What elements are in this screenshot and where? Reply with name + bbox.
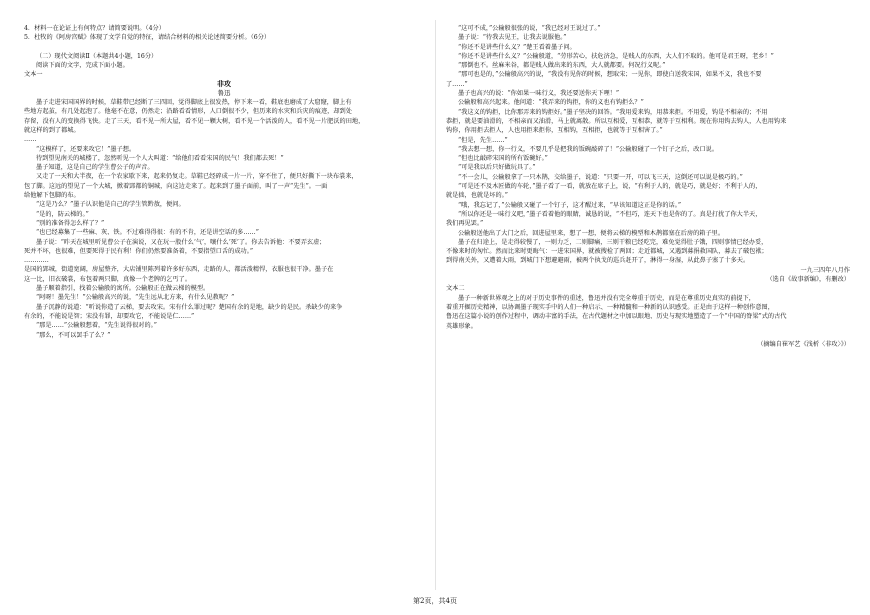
column-divider bbox=[435, 20, 436, 590]
text-line: 英雄形象。 bbox=[446, 322, 477, 330]
paragraph-line: “这模样了，还要来攻它！”墨子想。 bbox=[36, 145, 136, 153]
text-line: 钩你，你用拒去拒人，人也用拒来拒你，互相钩，互相拒，也就等于互相害了。” bbox=[446, 127, 663, 135]
paragraph-line: “这可不成，”公输般很张的说，“我已经对王说过了。” bbox=[458, 25, 601, 32]
paragraph-line: “哦，我忘记了，”公输般又碰了一个钉子，这才醒过来，“早该知道这正是你的话。” bbox=[458, 201, 682, 209]
paragraph-line: “是的，防云梯的。” bbox=[36, 210, 89, 218]
story-author: 鲁迅 bbox=[217, 88, 231, 97]
paragraph-line: “可是我以后只好做玩具了。” bbox=[458, 164, 536, 172]
paragraph-line: “别的准备得怎么样了？” bbox=[36, 219, 105, 227]
paragraph-line: 公输般送他出了大门之后，回进屋里来，想了一想，便将云梯的模型和木鹊都塞在后房的箱子里。 bbox=[458, 229, 725, 237]
text-line: 着重开掘历史精神，以协调墨子现实手中的人们一种启示、一种精髓和一种新的认识感受。正是由于这样一种创作意图， bbox=[446, 303, 774, 311]
text-line: 4．材料一在论证上有何特点？请简要说明。（4分） bbox=[24, 25, 165, 32]
paragraph-line: 待到望见南关的城楼了，忽然听见一个人大叫道：“给他们看看宋国的民气！我们都去死！” bbox=[36, 154, 284, 162]
paragraph-line: 墨子说：“待我去见王，让我去说服他。” bbox=[458, 34, 567, 42]
source-note: （摘编自崔军艺《浅析〈非攻〉》） bbox=[757, 340, 850, 348]
paragraph-line: “可是还不及木匠做的车轮，”墨子看了一看，就放在席子上，说，“有利于人的，就是巧，就是好；不利于人的， bbox=[458, 183, 762, 191]
text-line: 了……” bbox=[446, 80, 468, 88]
source-note: （选自《故事新编》，有删改） bbox=[766, 276, 850, 284]
text-line: 鲁迅在这篇小说的创作过程中，调动丰富的手法，在古代题材之中加以眼地、历史与现实地塑造了一个“中国的脊梁”式的古代 bbox=[446, 313, 787, 321]
text-line: ………… bbox=[24, 257, 49, 265]
paragraph-line: 墨子走进宋国国界的时候，草鞋带已经断了三四回，觉得脚底上很发热，停下来一看，鞋底也磨成了大窟窿，脚上有 bbox=[36, 99, 352, 107]
text-line: 死并不坏，也很难，但要死得于民有利！你们仍然要准备着，不要指望口舌的成功。” bbox=[24, 247, 253, 255]
paragraph-line: 墨子说：“昨天在城里听见曹公子在演说，又在玩一股什么‘气’，嚷什么‘死’了。你去告诉他：不要弄玄虚； bbox=[36, 238, 326, 246]
paragraph-line: 墨子也高兴的说：“你如果一味行义，我还要送你天下哩！” bbox=[458, 90, 620, 98]
paragraph-line: “那倒也不。丝麻米谷，都是贱人做出来的东西，大人就都要。何况行义呢。” bbox=[458, 62, 666, 70]
spacer bbox=[24, 43, 424, 52]
paragraph-line: “但也比敲碎宋国的所有饭碗好。” bbox=[458, 155, 548, 163]
paragraph-line: “我这义的钩拒，比你那弄来的钩拒好。”墨子坚决的回答。“我用爱来钩，用恭来拒。不用爱，钩是不相亲的；不用 bbox=[458, 108, 768, 116]
text-line: 文本二 bbox=[446, 285, 465, 293]
text-line: 就是拙，也就是坏的。” bbox=[446, 192, 508, 200]
paragraph-line: 墨子知道，这是自己的学生曹公子的声音。 bbox=[36, 164, 154, 172]
paragraph-line: 墨子顺着指引，找着公输般的寓所。公输般正在做云梯的模型。 bbox=[36, 285, 210, 293]
text-line: 我们再见罢。” bbox=[446, 220, 484, 228]
right-column bbox=[446, 24, 856, 349]
paragraph-line: “那可也是的，”公输般高兴的说，“我没有见你的时候，想取宋；一见你，即使白送我宋国，如果不义，我也不要 bbox=[458, 71, 762, 79]
text-line: 有余的，不能说是智；宋没有罪，却要攻它，不能说是仁……” bbox=[24, 312, 195, 320]
paragraph-line: “我去想一想，你一行义，不要几乎是把我的饭碗敲碎了！”公输般碰了一个钉子之后，改口说。 bbox=[458, 145, 719, 153]
story-title: 非攻 bbox=[217, 79, 231, 89]
paragraph-line: “但是，先生……” bbox=[458, 136, 508, 144]
text-line: 5．杜牧的《阿房宫赋》体现了文学自觉的特征，请结合材料的相关论述简要分析。（6分） bbox=[24, 34, 271, 42]
text-line: 到得南关外，又遭着大雨，到城门下想避避雨，被两个执戈的巡兵赶开了，淋得一身湿，从此鼻子塞了十多天。 bbox=[446, 257, 750, 265]
paragraph-line: “这是乃么？”墨子认识他是自己的学生管黔敖，便问。 bbox=[36, 201, 185, 209]
text-line: 不像来时的匆忙。然而比来时更晦气：一进宋国界，就被搜检了两回；走近都城，又遇到募捐救国队，募去了破包袱； bbox=[446, 248, 768, 256]
paragraph-line: （二）现代文阅读Ⅱ（本题共4小题，16分） bbox=[36, 52, 158, 60]
paragraph-line: “不一会儿，公输般拿了一只木鹊，交给墨子，说道：“只要一开，可以飞三天，这倒还可以说是极巧的。” bbox=[458, 173, 743, 181]
paragraph-line: 墨子在归途上，是走得较慢了，一则力乏，二则脚痛，三则干粮已经吃完，难免觉得肚子饿，四则事情已经办妥， bbox=[458, 238, 768, 246]
paragraph-line: “那是……”公输般想着，“先生说得很对的。” bbox=[36, 322, 157, 330]
text-line: 文本一 bbox=[24, 71, 43, 79]
text-line: 就这样的到了都城。 bbox=[24, 126, 80, 134]
page-footer: 第2页，共4页 bbox=[413, 597, 457, 605]
text-line: …… bbox=[24, 136, 37, 144]
paragraph-line: “阿呀！墨先生！”公输般高兴的说，“先生远从北方来，有什么见教呢？” bbox=[36, 294, 235, 302]
text-line: 恭拒，就是要油滑的，不相亲而又油滑，马上就离散。所以互相爱，互相恭，就等于互相利。现在你用钩去钩人，人也用钩来 bbox=[446, 117, 787, 125]
text-line: 给他解下包脚的布。 bbox=[24, 192, 80, 200]
paragraph-line: 公输般和高兴起来。他问道：“我弄来的钩拒，你的义也有钩拒么？” bbox=[458, 99, 644, 107]
paragraph-line: 又走了一天和大半夜，在一个农家歇下来，起来仍复走。草鞋已经碎成一片一片，穿不住了，便只好撕下一块布裳来， bbox=[36, 173, 358, 181]
paragraph-line: “那么，不可以罢手了么？” bbox=[36, 331, 111, 339]
left-column bbox=[24, 24, 424, 340]
paragraph-line: “所以你还是一味行义吧，”墨子看着他的眼睛，诚恳的说，“不但巧，连天下也是你的了。真是打扰了你大半天， bbox=[458, 210, 762, 218]
text-line: 存留，没有人的变换得飞快。走了三天，看不见一所大屋，看不见一颗大树，看不见一个活泼的人，看不见一片肥沃的田地， bbox=[24, 117, 365, 125]
text-line: 些地方起茧，有几处起泡了。他毫不在意，仍然走；沿路看看情形，人口倒很不少，但历来的水灾和兵灾的痕迹，却到处 bbox=[24, 108, 352, 116]
paragraph-line: 阅读下面的文字，完成下面小题。 bbox=[36, 61, 129, 69]
text-line: 包了脚。这远的望见了一个大城，掀着郢都的铜城，向这边走来了。起来到了墨子面前，叫了一声“先生”。一面 bbox=[24, 182, 328, 190]
paragraph-line: 墨子沉静的说道：“听说你造了云梯，要去攻宋。宋有什么罪过呢？楚国有余的是地，缺少的是民。杀缺少的来争 bbox=[36, 303, 343, 311]
text-line: 这一比，旧衣破裳，布包着两只脚，真像一个老牌的乞丐了。 bbox=[24, 275, 192, 283]
paragraph-line: “你还不是讲些什么义？”公输般道，“劳形苦心，扶危济急，是贱人的东西，大人们不取的。他可是君王呀，老乡！” bbox=[458, 52, 774, 60]
paragraph-line: “你还不是讲些什么义？”楚王看着墨子问。 bbox=[458, 43, 576, 51]
paragraph-line: “也已经募集了一些麻、灰、铁。不过难得得很：有的不肯，还是讲空话的多……” bbox=[36, 229, 259, 237]
text-line: 是国的郢城，街道宽阔，房屋整齐，大店铺里陈列着许多好东西，走路的人，都活泼精悍，衣服也很干净。墨子在 bbox=[24, 266, 334, 274]
paragraph-line: 墨子一种新世界观之上的对于历史事件的重述，鲁迅并没有完全尊重于历史，而是在尊重历史真实的前提下， bbox=[458, 294, 755, 302]
spacer bbox=[446, 331, 856, 340]
source-note: 一九三四年八月作 bbox=[800, 266, 850, 274]
